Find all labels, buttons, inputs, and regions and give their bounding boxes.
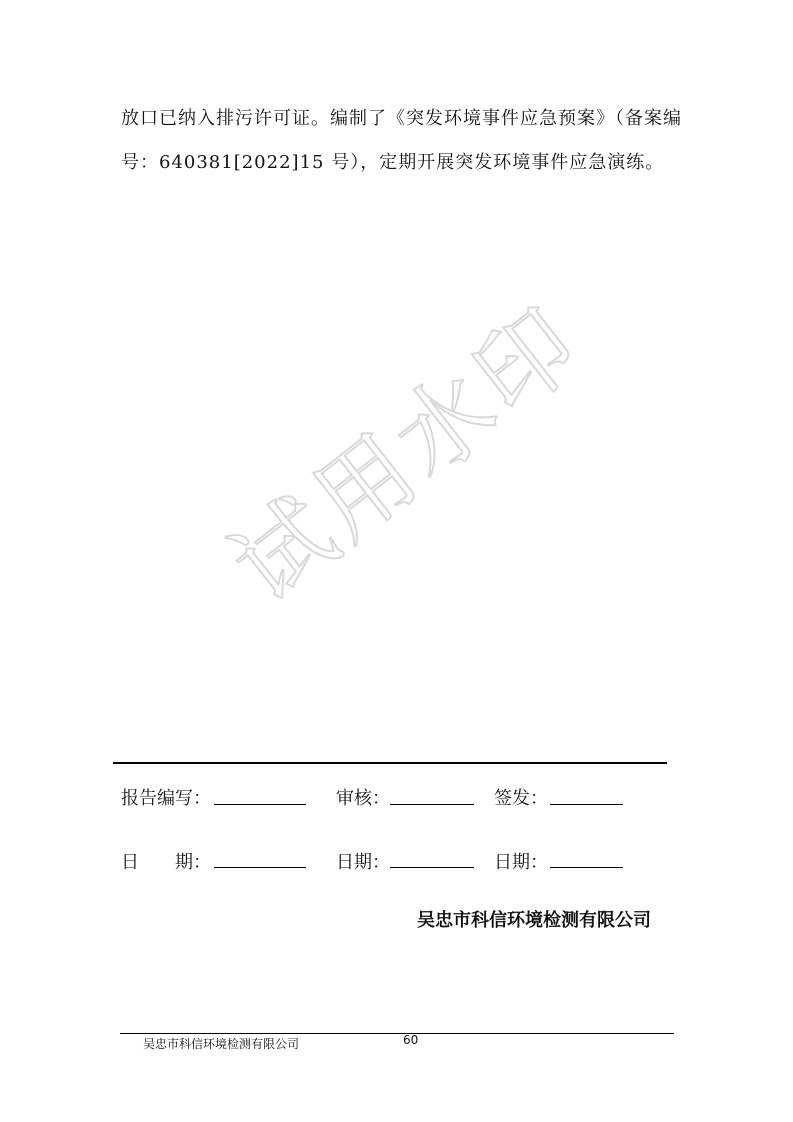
watermark: 试用水印	[212, 284, 603, 625]
review-field[interactable]	[390, 804, 474, 805]
author-field[interactable]	[214, 804, 306, 805]
issue-label: 签发：	[494, 788, 548, 809]
signoff-divider	[113, 762, 667, 764]
footer-company: 吴忠市科信环境检测有限公司	[143, 1037, 300, 1051]
date-label-issue: 日期：	[494, 852, 548, 873]
author-label: 报告编写：	[121, 788, 211, 809]
review-label: 审核：	[336, 788, 390, 809]
company-signature: 吴忠市科信环境检测有限公司	[417, 910, 651, 931]
date-field-author[interactable]	[214, 867, 306, 868]
footer-divider	[120, 1033, 674, 1034]
date-label-author: 日 期：	[121, 852, 211, 873]
date-field-issue[interactable]	[550, 867, 623, 868]
issue-field[interactable]	[550, 804, 623, 805]
date-label-review: 日期：	[336, 852, 390, 873]
page-number: 60	[403, 1033, 419, 1047]
date-field-review[interactable]	[390, 867, 474, 868]
body-text-line-2: 号：640381[2022]15 号），定期开展突发环境事件应急演练。	[121, 152, 665, 173]
body-text-line-1: 放口已纳入排污许可证。编制了《突发环境事件应急预案》（备案编	[121, 108, 682, 129]
